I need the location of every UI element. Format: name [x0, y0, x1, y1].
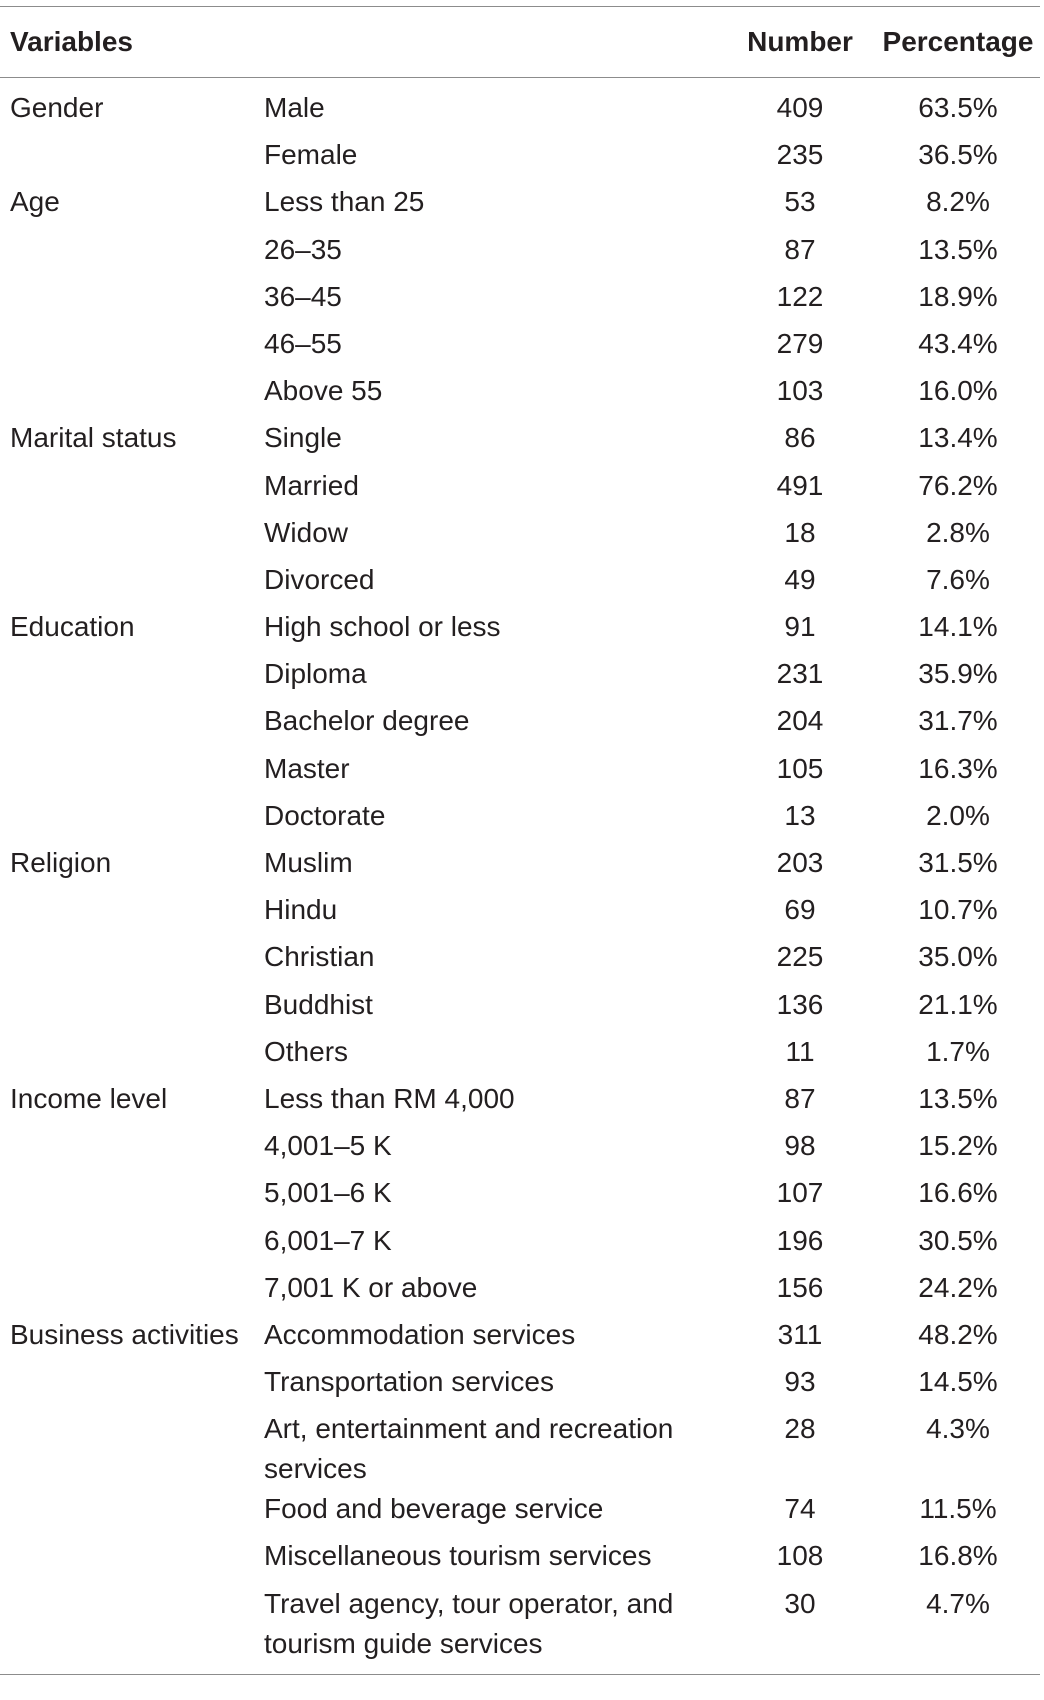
cell-variable: Age: [10, 186, 60, 218]
table-row: [0, 513, 1040, 560]
cell-category: 46–55: [264, 327, 342, 359]
table-row: [0, 796, 1040, 843]
table-row: [0, 1032, 1040, 1079]
cell-variable: [0, 1032, 254, 1079]
cell-category: 36–45: [264, 280, 342, 312]
cell-variable: [0, 1221, 254, 1268]
cell-number: 279: [776, 327, 824, 359]
table-row: [0, 607, 1040, 654]
cell-percentage: 13.5%: [918, 233, 998, 265]
cell-variable: [0, 1126, 254, 1173]
cell-percentage: 13.5%: [918, 1082, 998, 1114]
cell-percentage: 2.8%: [926, 516, 990, 548]
table-row: [0, 701, 1040, 748]
cell-number: 98: [784, 1130, 816, 1162]
cell-number: 204: [776, 705, 824, 737]
cell-percentage: 13.4%: [918, 422, 998, 454]
cell-percentage: 16.3%: [918, 752, 998, 784]
cell-category: Accommodation services: [264, 1318, 576, 1350]
cell-category: Bachelor degree: [264, 705, 470, 737]
cell-category: Muslim: [264, 847, 353, 878]
cell-category: Hindu: [264, 894, 338, 926]
table-row: [0, 560, 1040, 607]
cell-category: High school or less: [264, 611, 501, 643]
cell-number: 107: [776, 1177, 824, 1209]
cell-variable: [0, 230, 254, 277]
cell-variable: [0, 513, 254, 560]
cell-percentage: 7.6%: [926, 563, 990, 595]
cell-number: 156: [776, 1271, 824, 1303]
cell-percentage: 16.0%: [918, 375, 998, 407]
cell-percentage: 14.1%: [918, 611, 998, 643]
cell-percentage: 4.7%: [926, 1587, 990, 1619]
cell-percentage: 15.2%: [918, 1130, 998, 1162]
cell-variable: [0, 1536, 254, 1583]
cell-category: 6,001–7 K: [264, 1224, 392, 1256]
cell-percentage: 18.9%: [918, 280, 998, 312]
cell-percentage: 31.7%: [918, 705, 998, 737]
cell-number: 105: [776, 752, 824, 784]
demographics-table-container: [0, 6, 1040, 1675]
cell-variable: [0, 135, 254, 182]
header-row: [0, 7, 1040, 78]
table-row: [0, 843, 1040, 890]
demographics-table: [0, 6, 1040, 1675]
cell-category: Widow: [264, 516, 349, 548]
cell-variable: Marital status: [10, 422, 177, 454]
cell-category: Divorced: [264, 563, 375, 595]
table-row: [0, 230, 1040, 277]
cell-percentage: 14.5%: [918, 1366, 998, 1398]
table-row: [0, 654, 1040, 701]
table-row: [0, 1362, 1040, 1409]
cell-category: Married: [264, 469, 359, 501]
cell-number: 103: [776, 375, 824, 407]
cell-number: 136: [776, 988, 824, 1020]
cell-category: Diploma: [264, 658, 367, 690]
table-row: [0, 1221, 1040, 1268]
cell-category: Food and beverage service: [264, 1493, 604, 1525]
cell-number: 69: [784, 894, 816, 926]
cell-number: 91: [784, 611, 816, 643]
table-body: [0, 78, 1040, 1675]
cell-variable: Business activities: [10, 1318, 239, 1350]
cell-number: 11: [785, 1035, 815, 1067]
table-row: [0, 1536, 1040, 1583]
cell-percentage: 36.5%: [918, 139, 998, 171]
cell-category: Less than 25: [264, 186, 425, 218]
cell-number: 311: [777, 1318, 823, 1350]
cell-number: 196: [776, 1224, 824, 1256]
cell-number: 18: [784, 516, 816, 548]
cell-percentage: 30.5%: [918, 1224, 998, 1256]
cell-category: Christian: [264, 941, 375, 973]
cell-percentage: 76.2%: [918, 469, 998, 501]
cell-variable: [0, 890, 254, 937]
cell-number: 87: [784, 1082, 816, 1114]
cell-percentage: 43.4%: [918, 327, 998, 359]
cell-variable: [0, 654, 254, 701]
cell-number: 235: [776, 139, 824, 171]
cell-percentage: 2.0%: [926, 799, 990, 831]
table-row: [0, 418, 1040, 465]
cell-category: Buddhist: [264, 988, 373, 1020]
cell-number: 86: [784, 422, 816, 454]
cell-percentage: 31.5%: [918, 847, 998, 878]
cell-number: 30: [784, 1587, 816, 1619]
cell-category: 4,001–5 K: [264, 1130, 392, 1162]
cell-number: 203: [776, 847, 824, 878]
table-row: [0, 1268, 1040, 1315]
cell-variable: Education: [10, 611, 135, 643]
cell-number: 122: [776, 280, 824, 312]
cell-category: Less than RM 4,000: [264, 1082, 515, 1114]
cell-variable: [0, 1268, 254, 1315]
cell-variable: [0, 1362, 254, 1409]
header-variables: Variables: [10, 26, 133, 57]
table-row: [0, 466, 1040, 513]
cell-number: 108: [776, 1540, 824, 1572]
table-row: [0, 985, 1040, 1032]
cell-variable: [0, 796, 254, 843]
cell-category: Art, entertainment and recreation services: [264, 1413, 674, 1485]
table-row: [0, 1315, 1040, 1362]
cell-category: 5,001–6 K: [264, 1177, 392, 1209]
cell-number: 28: [784, 1413, 816, 1445]
table-row: [0, 371, 1040, 418]
table-row: [0, 78, 1040, 136]
cell-number: 409: [776, 92, 824, 123]
cell-variable: [0, 466, 254, 513]
cell-number: 93: [784, 1366, 816, 1398]
table-row: [0, 1409, 1040, 1489]
cell-number: 49: [784, 563, 816, 595]
table-row: [0, 1126, 1040, 1173]
cell-number: 87: [784, 233, 816, 265]
cell-category: Single: [264, 422, 342, 454]
cell-percentage: 8.2%: [926, 186, 990, 218]
table-header: [0, 7, 1040, 78]
cell-number: 491: [776, 469, 824, 501]
cell-variable: Income level: [10, 1082, 168, 1114]
cell-category: Doctorate: [264, 799, 386, 831]
cell-percentage: 21.1%: [918, 988, 998, 1020]
cell-variable: [0, 1584, 254, 1675]
table-row: [0, 1173, 1040, 1220]
cell-number: 74: [784, 1493, 816, 1525]
cell-variable: [0, 701, 254, 748]
cell-variable: [0, 324, 254, 371]
cell-category: 7,001 K or above: [264, 1271, 478, 1303]
cell-percentage: 16.6%: [918, 1177, 998, 1209]
table-row: [0, 749, 1040, 796]
cell-variable: [0, 1489, 254, 1536]
cell-percentage: 35.0%: [918, 941, 998, 973]
cell-percentage: 1.7%: [926, 1035, 990, 1067]
cell-category: Master: [264, 752, 350, 784]
cell-variable: Religion: [10, 847, 112, 878]
cell-category: Others: [264, 1035, 349, 1067]
cell-number: 53: [784, 186, 816, 218]
table-row: [0, 890, 1040, 937]
cell-category: Above 55: [264, 375, 383, 407]
table-row: [0, 277, 1040, 324]
header-percentage: Percentage: [882, 26, 1034, 57]
cell-category: Male: [264, 92, 325, 123]
cell-variable: Gender: [10, 92, 104, 123]
table-row: [0, 135, 1040, 182]
cell-category: 26–35: [264, 233, 342, 265]
cell-variable: [0, 985, 254, 1032]
header-number: Number: [747, 26, 853, 57]
cell-percentage: 4.3%: [926, 1413, 990, 1445]
cell-percentage: 24.2%: [918, 1271, 998, 1303]
cell-percentage: 11.5%: [919, 1493, 997, 1525]
cell-percentage: 35.9%: [918, 658, 998, 690]
cell-variable: [0, 1173, 254, 1220]
table-row: [0, 1489, 1040, 1536]
table-row: [0, 937, 1040, 984]
cell-number: 231: [776, 658, 824, 690]
cell-variable: [0, 371, 254, 418]
cell-variable: [0, 749, 254, 796]
cell-category: Travel agency, tour operator, and tourism guide services: [264, 1587, 674, 1659]
cell-number: 225: [776, 941, 824, 973]
cell-variable: [0, 560, 254, 607]
table-row: [0, 1584, 1040, 1675]
cell-number: 13: [784, 799, 816, 831]
header-category: [254, 7, 724, 78]
table-row: [0, 1079, 1040, 1126]
cell-category: Transportation services: [264, 1366, 554, 1398]
cell-variable: [0, 1409, 254, 1489]
cell-variable: [0, 277, 254, 324]
table-row: [0, 324, 1040, 371]
table-row: [0, 182, 1040, 229]
cell-percentage: 48.2%: [918, 1318, 998, 1350]
cell-percentage: 16.8%: [918, 1540, 998, 1572]
cell-percentage: 10.7%: [918, 894, 998, 926]
cell-percentage: 63.5%: [918, 92, 998, 123]
cell-variable: [0, 937, 254, 984]
cell-category: Miscellaneous tourism services: [264, 1540, 652, 1572]
cell-category: Female: [264, 139, 358, 171]
